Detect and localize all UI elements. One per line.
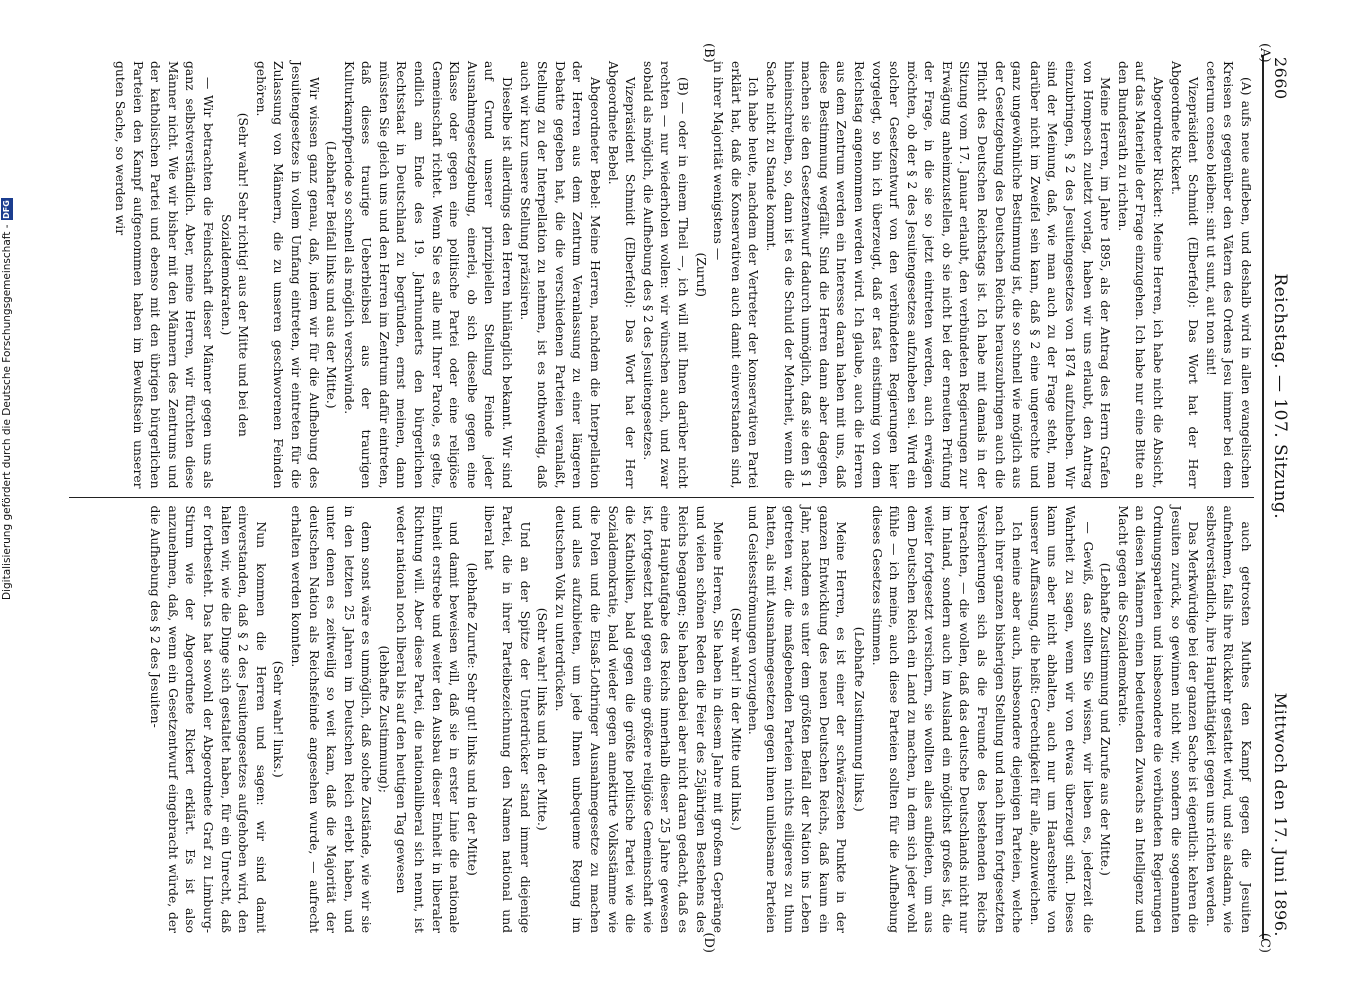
paragraph: Wir wissen ganz genau, daß, indem wir für die Aufhebung des Jesuitengesetzes in vollem Umfang eintreten, wir eintreten für die Zulassung von Männern, die zu unseren geschworenen Feinden gehören. xyxy=(253,61,321,489)
paragraph: Vizepräsident Schmidt (Elberfeld): Das Wort hat der Herr Abgeordnete Rickert. xyxy=(1168,61,1201,489)
text-columns xyxy=(69,55,1254,939)
paragraph: Abgeordneter Bebel: Meine Herren, nachdem die Interpellation der Herren aus dem Zentrum Veranlassung zu einer längeren Debatte gegeben hat, die die verschiedenen Parteien veranlaßt, Stellung zu der Interpellation zu nehmen, ist es nothwendig, daß auch wir kurz unsere Stellung präzisiren. xyxy=(517,61,603,489)
paragraph: Abgeordneter Rickert: Meine Herren, ich habe nicht die Absicht, auf das Materielle der Frage einzugehen. Ich habe nur eine Bitte an den Bundesrath zu richten. xyxy=(1115,61,1166,489)
column-divider xyxy=(69,497,1254,498)
paragraph: Ich meine aber auch, insbesondere diejenigen Parteien, welche nach ihrer ganzen bisherigen Stellung und nach ihren fortgesetzten Versicherungen sich als die Freunde des bestehenden Reichs betrachten, — die wollen, daß das deutsche Deutschlands nicht nur im Inland, sondern auch im Ausland ein möglichst großes ist, die weiter fortgesetzt versichern, sie wollten alles aufbieten, um aus dem Deutschen Reich ein Land zu machen, in dem sich jeder wohl fühle — ich meine, auch diese Parteien sollten für die Aufhebung dieses Gesetzes stimmen. xyxy=(869,505,1025,933)
paragraph: Dieselbe ist allerdings den Herren hinlänglich bekannt. Wir sind auf Grund unserer prinzipiellen Stellung Feinde jeder Ausnahmegesetzgebung, einerlei, ob sich dieselbe gegen eine Klasse oder gegen eine politische Partei oder eine religiöse Gemeinschaft richtet. Wenn Sie es alle mit Ihrer Parole, es gelte, endlich am Ende des 19. Jahrhunderts den bürgerlichen Rechtsstaat in Deutschland zu begründen, ernst meinen, dann müssten Sie gleich uns und den Herren im Zentrum dafür eintreten, daß dieses traurige Ueberbleibsel aus der traurigen Kulturkampfperiode so schnell als möglich verschwinde. xyxy=(341,61,515,489)
paragraph: denn sonst wäre es unmöglich, daß solche Zustände, wie wir sie in den letzten 25 Jahren im Deutschen Reich erlebt haben, und unter denen es zeitweilig so weit kam, daß die Majorität der deutschen Nation als Reichsfeinde angesehen wurde, — aufrecht erhalten werden konnten. xyxy=(288,505,374,933)
paragraph: (Lebhafte Zustimmung und Zurufe aus der Mitte.) xyxy=(1098,562,1113,876)
paragraph: Ich habe heute, nachdem der Vertreter der konservativen Partei erklärt hat, daß die Konservativen auch damit einverstanden sind, in ihrer Majorität wenigstens — xyxy=(711,61,761,489)
paragraph: (Sehr wahr! in der Mitte und links.) xyxy=(728,607,743,831)
paragraph: (lebhafte Zurufe: Sehr gut! links und in der Mitte) xyxy=(464,562,479,876)
margin-marker-c: (C) xyxy=(1257,932,1272,953)
paragraph: (Sehr wahr! Sehr richtig! aus der Mitte und bei den Sozialdemokraten.) xyxy=(218,112,251,437)
paragraph: — Gewiß, das sollten Sie wissen, wir lieben es, jederzeit die Wahrheit zu sagen, wenn wir von etwas überzeugt sind. Dieses kann uns aber nicht abhalten, auch nur um Haaresbreite von unserer Auffassung, die heißt: Gerechtigkeit für alle, abzuweichen. xyxy=(1027,505,1095,933)
paragraph: (B) — oder in einem Theil —, ich will mit Ihnen darüber nicht rechten — nur wiederholen wollen: wir wünschen auch, und zwar sobald als möglich, die Aufhebung des § 2 des Jesuitengesetzes. xyxy=(640,61,690,489)
paragraph: Meine Herren, es ist einer der schwärzesten Punkte in der ganzen Entwicklung des neuen Deutschen Reichs, daß kaum ein Jahr, nachdem es unter dem größten Beifall der Nation ins Leben getreten war, die maßgebenden Parteien nichts eiligeres zu thun hatten, als mit Ausnahmegesetzen gegen ihnen unliebsame Parteien und Geistesströmungen vorzugehen. xyxy=(746,505,849,933)
margin-marker-d: (D) xyxy=(701,932,716,953)
paragraph: auch getrosten Muthes den Kampf gegen die Jesuiten aufnehmen, falls ihre Rückkehr gestattet wird, und sie alsdann, wie selbstverständlich, ihre Hauptthätigkeit gegen uns richten werden. xyxy=(1203,505,1253,933)
digitization-credit xyxy=(0,200,15,600)
paragraph: Nun kommen die Herren und sagen: wir sind damit einverstanden, daß § 2 des Jesuitengesetzes aufgehoben wird, den halten wir, wie die Dinge sich gestaltet haben, für ein Unrecht, daß er fortbesteht. Das hat sowohl der Abgeordnete Graf zu Limburg-Stirum wie der Abgeordnete Rickert erklärt. Es ist also anzunehmen, daß, wenn ein Gesetzentwurf eingebracht würde, der die Aufhebung des § 2 des Jesuiten- xyxy=(148,505,268,933)
paragraph: Das Merkwürdige bei der ganzen Sache ist eigentlich: kehren die Jesuiten zurück, so gewinnen nicht wir, sondern die sogenannten Ordnungsparteien und insbesondere die verbündeten Regierungen an diesen Männern einen bedeutenden Zuwachs an Intelligenz und Macht gegen die Sozialdemokratie. xyxy=(1115,505,1201,933)
paragraph: (Lebhafte Zustimmung links.) xyxy=(851,626,866,812)
paragraph: Meine Herren, im Jahre 1895, als der Antrag des Herrn Grafen von Hompesch zuletzt vorlag, haben wir uns erlaubt, den Antrag einzubringen, § 2 des Jesuitengesetzes von 1874 aufzuheben. Wir sind der Meinung, daß, wie man auch zu der Frage steht, man darüber nicht im Zweifel sein kann, daß § 2 eine ungerechte und ganz ungewöhnliche Bestimmung ist, die so schnell wie möglich aus der Gesetzgebung des Deutschen Reichs herauszubringen auch die Pflicht des Deutschen Reichstags ist. Ich habe mit damals in der Sitzung vom 17. Januar erlaubt, den verbündeten Regierungen zur Erwägung anheimzustellen, ob sie nicht bei der erneuten Prüfung der Frage, in die sie so jetzt eintreten werden, auch erwägen möchten, ob der § 2 des Jesuitengesetzes aufzuheben sei. Wird ein solcher Gesetzentwurf von den verbündeten Regierungen hier vorgelegt, so bin ich überzeugt, daß er fast einstimmig von dem Reichstag angenommen werden wird. Ich glaube, auch die Herren aus dem Zentrum werden ein Interesse daran haben mit uns, daß diese Bestimmung wegfällt. Sind die Herren dann aber dagegen, machen sie den Gesetzentwurf dadurch unmöglich, daß sie den § 1 hineinschreiben, so, dann ist es die Schuld der Mehrheit, wenn die Sache nicht zu Stande kommt. xyxy=(763,61,1113,489)
page-number: 2660 xyxy=(1271,57,1290,100)
right-column xyxy=(69,500,1254,940)
paragraph: Meine Herren, Sie haben in diesem Jahre mit großem Gepränge und vielen schönen Reden die Feier des 25jährigen Bestehens des Reichs begangen; Sie haben dabei aber nicht daran gedacht, daß es eine Hauptaufgabe des Reichs innerhalb dieser 25 Jahre gewesen ist, fortgesetzt bald gegen eine größere religiöse Gemeinschaft wie die Katholiken, bald gegen die größte politische Partei wie die Sozialdemokratie, bald wieder gegen annektirte Volksstämme wie die Polen und die Elsaß-Lothringer Ausnahmegesetze zu machen und alles aufzubieten, um jede Ihnen unbequeme Regung im deutschen Volk zu unterdrücken. xyxy=(552,505,726,933)
session-date: Mittwoch den 17. Juni 1896. xyxy=(1271,692,1290,937)
paragraph: Vizepräsident Schmidt (Elberfeld): Das Wort hat der Herr Abgeordnete Bebel. xyxy=(605,61,638,489)
paragraph: Und an der Spitze der Unterdrücker stand immer diejenige Partei, die in ihrer Parteibezeichnung den Namen national und liberal hat xyxy=(482,505,532,933)
margin-marker-b: (B) xyxy=(701,43,716,63)
paragraph: (Sehr wahr! links.) xyxy=(271,660,286,778)
rotated-page xyxy=(56,43,1296,953)
paragraph: (Lebhafter Beifall links und aus der Mitte.) xyxy=(324,140,339,409)
page-header xyxy=(1262,55,1290,939)
paragraph: (Zuruf) xyxy=(693,252,708,297)
paragraph: (A) aufs neue aufleben, und deshalb wird in allen evangelischen Kreisen es gegenüber den Vätern des Ordens Jesu immer bei dem ceterum censeo bleiben: sint ut sunt, aut non sint! xyxy=(1203,61,1253,489)
paragraph: (Sehr wahr! links und in der Mitte.) xyxy=(535,607,550,831)
paragraph: (lebhafte Zustimmung); xyxy=(376,645,391,793)
credit-text: Digitalisierung gefördert durch die Deutsche Forschungsgemeinschaft - xyxy=(1,224,13,600)
left-column xyxy=(69,55,1254,495)
paragraph: — Wir betrachten die Feindschaft dieser Männer gegen uns als ganz selbstverständlich. Aber, meine Herren, wir fürchten diese Männer nicht. Wie wir bisher mit den Männern des Zentrums und der katholischen Partei und ebenso mit den übrigen bürgerlichen Parteien den Kampf aufgenommen haben im Bewußtsein unserer guten Sache, so werden wir xyxy=(113,61,215,489)
paragraph: und damit beweisen will, daß sie in erster Linie die nationale Einheit erstrebe und weiter den Ausbau dieser Einheit in liberaler Richtung will. Aber diese Partei, die nationalliberal sich nennt, ist weder national noch liberal bis auf den heutigen Tag gewesen xyxy=(394,505,462,933)
session-title: Reichstag. — 107. Sitzung. xyxy=(1270,273,1290,520)
dfg-logo: DFG xyxy=(2,200,11,219)
margin-marker-a: (A) xyxy=(1257,43,1272,63)
